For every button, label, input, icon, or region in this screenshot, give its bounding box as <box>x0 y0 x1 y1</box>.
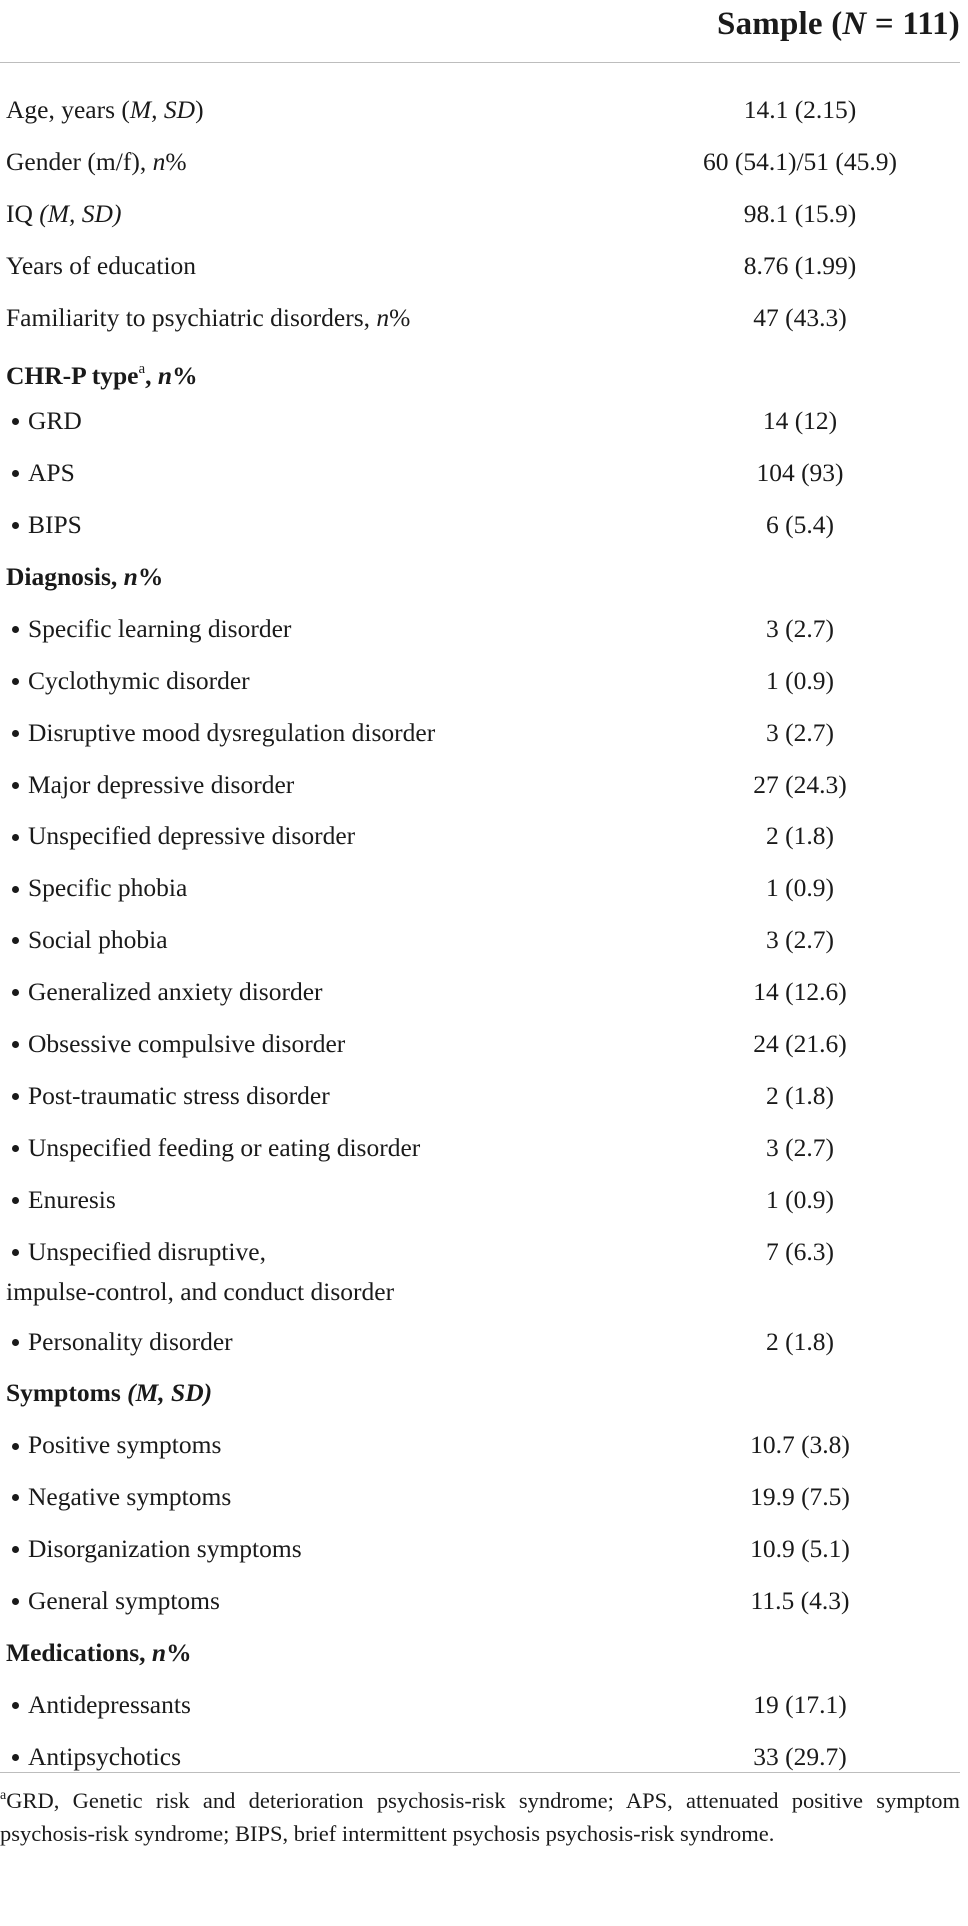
row-label <box>12 1425 652 1465</box>
row-label-text: Antidepressants <box>28 1689 191 1719</box>
section-title: Diagnosis, <box>6 562 124 592</box>
bullet-icon <box>12 989 19 996</box>
table-body <box>0 84 960 1783</box>
table-row <box>0 862 960 914</box>
row-label-text: Unspecified feeding or eating disorder <box>28 1132 421 1162</box>
bullet-icon <box>12 1339 19 1346</box>
section-row <box>0 1367 960 1419</box>
row-label <box>12 765 652 805</box>
row-label <box>12 453 652 493</box>
footnote-text: GRD, Genetic risk and deterioration psychosis-risk syndrome; APS, attenuated positive symptom psychosis-risk syndrome; BIPS, brief intermittent psychosis psychosis-risk syndrome. <box>0 1788 960 1846</box>
bullet-icon <box>12 678 19 685</box>
table-row <box>0 1174 960 1226</box>
row-value: 14 (12) <box>762 406 838 436</box>
row-label-text: Familiarity to psychiatric disorders, <box>6 302 377 332</box>
table-row <box>0 1070 960 1122</box>
row-value: 47 (43.3) <box>753 302 847 332</box>
row-label <box>12 1737 652 1777</box>
section-stat: n <box>157 361 173 391</box>
section-stat-suffix: % <box>166 1637 192 1667</box>
table-row <box>0 240 960 292</box>
row-label <box>6 298 646 338</box>
table-row <box>0 759 960 811</box>
section-row <box>0 1627 960 1679</box>
row-label-continuation: impulse-control, and conduct disorder <box>6 1276 395 1306</box>
row-value: 19 (17.1) <box>753 1689 847 1719</box>
bullet-icon <box>12 1546 19 1553</box>
row-label <box>12 972 652 1012</box>
row-value: 2 (1.8) <box>766 1080 834 1110</box>
row-label-text: Age, years ( <box>6 95 130 124</box>
row-value: 6 (5.4) <box>766 510 834 540</box>
row-label <box>6 1633 646 1673</box>
row-label-suffix: % <box>165 146 187 176</box>
row-label <box>6 1373 646 1413</box>
row-label <box>6 246 646 286</box>
row-label <box>6 194 646 234</box>
bullet-icon <box>12 1598 19 1605</box>
sample-column-header: Sample (N = 111) <box>717 6 960 42</box>
table-row <box>0 1523 960 1575</box>
table-row <box>0 1226 960 1316</box>
row-value: 33 (29.7) <box>753 1741 847 1771</box>
table-row <box>0 395 960 447</box>
row-value: 10.7 (3.8) <box>750 1430 850 1460</box>
section-title: Medications, <box>6 1637 152 1667</box>
row-value: 7 (6.3) <box>766 1236 834 1266</box>
row-label <box>12 1529 652 1569</box>
bullet-icon <box>12 1041 19 1048</box>
row-label-stat: n <box>376 302 390 332</box>
table-row <box>0 1419 960 1471</box>
row-label-text: Specific phobia <box>28 873 188 903</box>
row-label-text: Gender (m/f), <box>6 146 153 176</box>
row-label <box>6 557 646 597</box>
section-stat: n <box>123 562 138 592</box>
section-title: CHR-P type <box>6 361 139 391</box>
row-label <box>6 1232 652 1312</box>
bullet-icon <box>12 1754 19 1761</box>
table-row <box>0 655 960 707</box>
row-value: 98.1 (15.9) <box>743 198 857 228</box>
row-label-text: Major depressive disorder <box>28 769 295 799</box>
row-label-text: Social phobia <box>28 925 168 955</box>
section-stat-suffix: % <box>137 562 164 592</box>
row-label <box>12 868 652 908</box>
table-row <box>0 447 960 499</box>
row-value: 1 (0.9) <box>766 665 834 695</box>
row-label <box>12 1322 652 1362</box>
row-label <box>12 1128 652 1168</box>
row-label-stat: n <box>152 146 166 176</box>
section-row <box>0 343 960 395</box>
row-value: 27 (24.3) <box>753 769 847 799</box>
row-label <box>12 1180 652 1220</box>
row-value: 19.9 (7.5) <box>750 1482 850 1512</box>
row-label <box>12 1685 652 1725</box>
row-value: 2 (1.8) <box>766 821 834 851</box>
row-label-text: Specific learning disorder <box>28 613 292 643</box>
bullet-icon <box>12 1702 19 1709</box>
table-row <box>0 292 960 344</box>
table-row <box>0 499 960 551</box>
section-title: Symptoms <box>6 1378 128 1408</box>
bullet-icon <box>12 1443 19 1450</box>
section-stat: n <box>151 1637 167 1667</box>
bullet-icon <box>12 730 19 737</box>
bullet-icon <box>12 1249 19 1256</box>
row-label <box>6 142 646 182</box>
section-stat: (M, SD) <box>127 1378 213 1408</box>
table-row <box>0 1122 960 1174</box>
row-value: 3 (2.7) <box>766 925 834 955</box>
bullet-icon <box>12 886 19 893</box>
row-value: 1 (0.9) <box>766 1184 834 1214</box>
row-label-text: Enuresis <box>28 1184 116 1214</box>
row-label-text: General symptoms <box>28 1586 220 1616</box>
row-label <box>12 816 652 856</box>
row-value: 14.1 (2.15) <box>743 95 857 124</box>
row-label-text: Negative symptoms <box>28 1482 232 1512</box>
row-label-text: Personality disorder <box>28 1326 233 1356</box>
row-value: 10.9 (5.1) <box>750 1534 850 1564</box>
table-row <box>0 84 960 136</box>
row-label-text: Post-traumatic stress disorder <box>28 1080 330 1110</box>
row-label-text: Cyclothymic disorder <box>28 665 250 695</box>
table-row <box>0 966 960 1018</box>
section-row <box>0 551 960 603</box>
bullet-icon <box>12 937 19 944</box>
row-label-text: Unspecified depressive disorder <box>28 821 356 851</box>
row-label <box>6 90 646 130</box>
bullet-icon <box>12 522 19 529</box>
row-label-text: Obsessive compulsive disorder <box>28 1029 346 1059</box>
row-label <box>12 1024 652 1064</box>
bullet-icon <box>12 782 19 789</box>
bullet-icon <box>12 1093 19 1100</box>
row-label <box>12 505 652 545</box>
bullet-icon <box>12 418 19 425</box>
row-label <box>12 1581 652 1621</box>
row-label-text: APS <box>28 458 75 488</box>
bullet-icon <box>12 1494 19 1501</box>
footnote-marker: a <box>0 1788 7 1803</box>
row-label <box>12 1477 652 1517</box>
row-value: 24 (21.6) <box>753 1029 847 1059</box>
bullet-icon <box>12 1197 19 1204</box>
row-label-text: Disorganization symptoms <box>28 1534 302 1564</box>
table-row <box>0 136 960 188</box>
bullet-icon <box>12 470 19 477</box>
footnote-ref: a <box>138 361 146 378</box>
table-row <box>0 914 960 966</box>
section-stat-suffix: % <box>172 361 198 391</box>
row-value: 3 (2.7) <box>766 613 834 643</box>
table-footnote <box>0 1772 960 1850</box>
row-label-text: Unspecified disruptive, <box>28 1236 266 1266</box>
row-label-text: Years of education <box>6 250 197 280</box>
row-label-text: Generalized anxiety disorder <box>28 977 323 1007</box>
row-label-suffix: ) <box>195 95 204 124</box>
row-label <box>12 609 652 649</box>
row-label-stat: (M, SD) <box>39 198 122 228</box>
table-row <box>0 707 960 759</box>
row-label-text: GRD <box>28 406 82 436</box>
row-label-text: BIPS <box>28 510 82 540</box>
row-value: 60 (54.1)/51 (45.9) <box>702 146 898 176</box>
table-row <box>0 603 960 655</box>
row-value: 11.5 (4.3) <box>750 1586 850 1616</box>
table-row <box>0 1018 960 1070</box>
row-value: 1 (0.9) <box>766 873 834 903</box>
table-row <box>0 810 960 862</box>
row-label <box>12 401 652 441</box>
table-row <box>0 1575 960 1627</box>
row-value: 2 (1.8) <box>766 1326 834 1356</box>
row-label-text: IQ <box>6 198 40 228</box>
bullet-icon <box>12 1145 19 1152</box>
row-label <box>12 661 652 701</box>
row-label <box>12 713 652 753</box>
table-row <box>0 1679 960 1731</box>
row-label-text: Antipsychotics <box>28 1741 181 1771</box>
row-value: 3 (2.7) <box>766 717 834 747</box>
row-value: 14 (12.6) <box>753 977 847 1007</box>
row-value: 104 (93) <box>756 458 844 488</box>
table-header <box>0 0 960 63</box>
table-row <box>0 1316 960 1368</box>
row-value: 3 (2.7) <box>766 1132 834 1162</box>
bullet-icon <box>12 626 19 633</box>
row-label-stat: M, SD <box>129 95 196 124</box>
row-label-suffix: % <box>389 302 411 332</box>
bullet-icon <box>12 834 19 841</box>
table-row <box>0 1471 960 1523</box>
row-value: 8.76 (1.99) <box>743 250 857 280</box>
row-label <box>12 920 652 960</box>
row-label-text: Disruptive mood dysregulation disorder <box>28 717 436 747</box>
section-title-sep: , <box>145 361 158 391</box>
row-label <box>6 349 646 396</box>
table-row <box>0 188 960 240</box>
row-label-text: Positive symptoms <box>28 1430 222 1460</box>
row-label <box>12 1076 652 1116</box>
